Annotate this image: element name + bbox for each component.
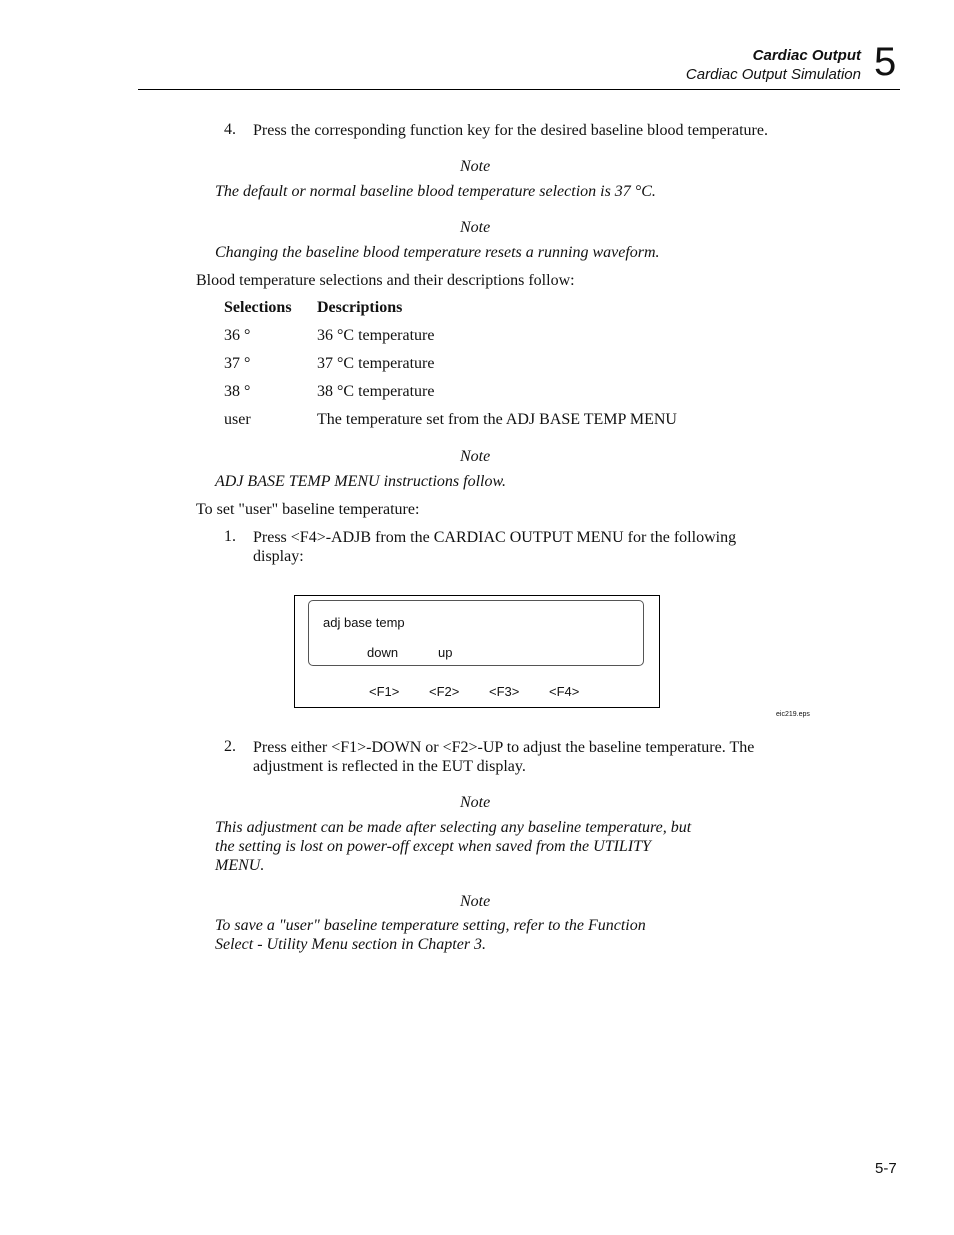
note-4-label: Note	[460, 794, 491, 811]
soft-key-up: up	[438, 645, 453, 660]
screen-title: adj base temp	[323, 615, 405, 630]
user-temp-intro: To set "user" baseline temperature:	[196, 501, 420, 518]
step-1-line-2: display:	[253, 548, 304, 565]
chapter-title: Cardiac Output	[752, 47, 861, 64]
table-cell-description: 37 °C temperature	[317, 355, 435, 372]
table-cell-selection: 37 °	[224, 355, 251, 372]
function-key-f2: <F2>	[429, 684, 460, 699]
page-number: 5-7	[875, 1160, 897, 1177]
note-2-text: Changing the baseline blood temperature resets a running waveform.	[215, 244, 660, 261]
step-4-number: 4.	[224, 121, 236, 138]
section-title: Cardiac Output Simulation	[685, 66, 861, 83]
soft-key-down: down	[367, 645, 399, 660]
table-header-selections: Selections	[224, 299, 292, 316]
note-5-label: Note	[460, 893, 491, 910]
function-key-f4: <F4>	[549, 684, 580, 699]
table-cell-description: 36 °C temperature	[317, 327, 435, 344]
note-3-label: Note	[460, 448, 491, 465]
step-2-number: 2.	[224, 738, 236, 755]
table-header-descriptions: Descriptions	[317, 299, 403, 316]
function-key-f1: <F1>	[369, 684, 400, 699]
selections-intro: Blood temperature selections and their descriptions follow:	[196, 272, 575, 289]
note-1-text: The default or normal baseline blood temperature selection is 37 °C.	[215, 183, 656, 200]
table-cell-description: The temperature set from the ADJ BASE TEMP MENU	[317, 411, 677, 428]
step-2-line-1: Press either <F1>-DOWN or <F2>-UP to adjust the baseline temperature. The	[253, 739, 755, 756]
note-2-label: Note	[460, 219, 491, 236]
table-cell-selection: 38 °	[224, 383, 251, 400]
table-cell-selection: 36 °	[224, 327, 251, 344]
note-1-label: Note	[460, 158, 491, 175]
note-5-line-2: Select - Utility Menu section in Chapter 3.	[215, 936, 487, 953]
step-1-line-1: Press <F4>-ADJB from the CARDIAC OUTPUT MENU for the following	[253, 529, 737, 546]
note-4-line-2: the setting is lost on power-off except when saved from the UTILITY	[215, 838, 651, 855]
table-cell-description: 38 °C temperature	[317, 383, 435, 400]
note-5-line-1: To save a "user" baseline temperature setting, refer to the Function	[215, 917, 646, 934]
table-cell-selection: user	[224, 411, 251, 428]
note-4-line-3: MENU.	[215, 857, 265, 874]
function-key-f3: <F3>	[489, 684, 520, 699]
header-rule	[138, 89, 900, 90]
figure-id: eic219.eps	[776, 711, 810, 718]
chapter-number: 5	[874, 40, 897, 84]
step-4-text: Press the corresponding function key for the desired baseline blood temperature.	[253, 122, 768, 139]
note-3-text: ADJ BASE TEMP MENU instructions follow.	[215, 473, 506, 490]
display-screen	[308, 600, 644, 666]
step-2-line-2: adjustment is reflected in the EUT display.	[253, 758, 526, 775]
note-4-line-1: This adjustment can be made after selecting any baseline temperature, but	[215, 819, 692, 836]
step-1-number: 1.	[224, 528, 236, 545]
